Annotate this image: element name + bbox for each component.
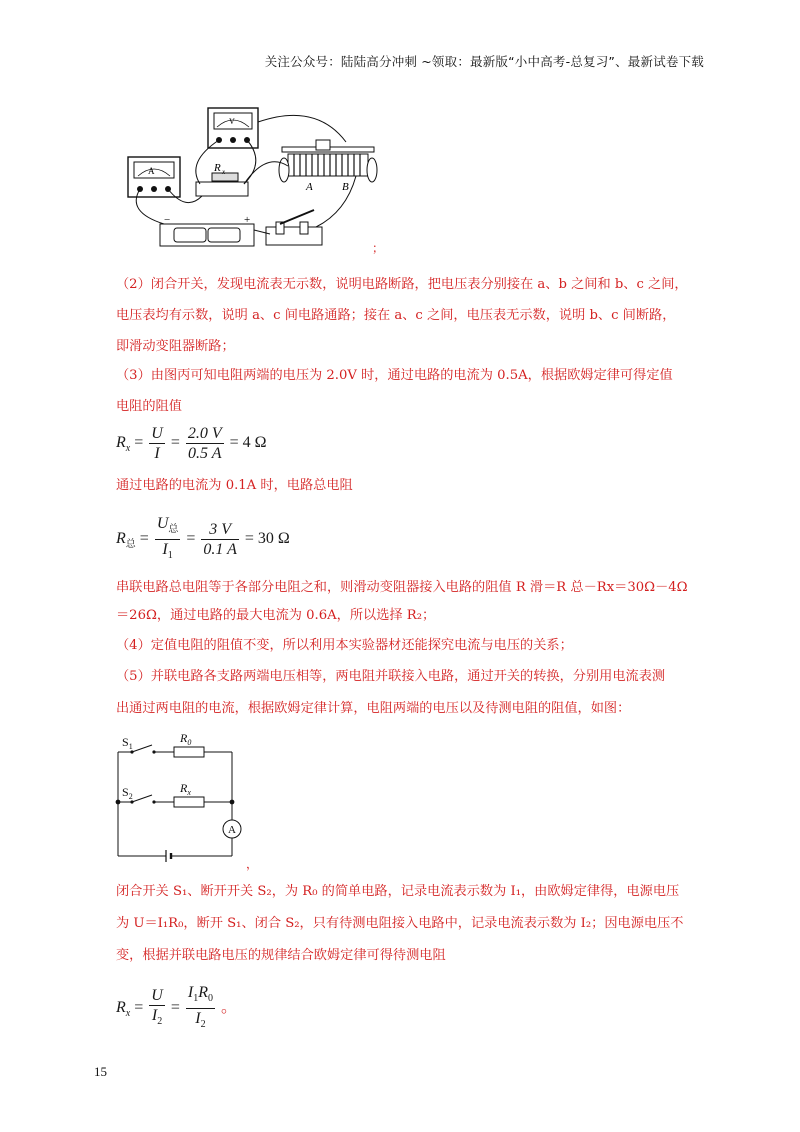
fraction-u-over-i: $\frac{U}{I}$	[151, 425, 163, 462]
ammeter-label: A	[148, 166, 155, 176]
fraction-i1r0-over-i2: $\frac{I_1R_0}{I_2}$	[187, 984, 213, 1030]
battery-plus: +	[244, 214, 251, 226]
rx-label: $R_x$	[180, 781, 191, 797]
battery-icon	[160, 214, 254, 246]
circuit-schematic-figure	[110, 728, 270, 876]
resistor-rx	[174, 797, 204, 807]
resistor-sub: x	[222, 168, 226, 176]
rheostat-icon	[279, 140, 377, 193]
switch-s1	[132, 745, 152, 752]
switch-icon	[266, 210, 322, 245]
fraction-u-over-i2: $\frac{U}{I_2}$	[151, 987, 163, 1027]
answer-part5-line3: 闭合开关 S₁、断开开关 S₂，为 R₀ 的简单电路，记录电流表示数为 I₁，由欧姆定律得，电源电压	[116, 884, 680, 899]
answer-part3-line3: 通过电路的电流为 0.1A 时，电路总电阻	[116, 478, 353, 493]
answer-part2-line3: 即滑动变阻器断路；	[116, 339, 235, 354]
r0-label: $R_0$	[180, 731, 192, 747]
answer-part5-line5: 变，根据并联电路电压的规律结合欧姆定律可得待测电阻	[116, 948, 446, 963]
equation-rx: $R_x$ = $\frac{U}{I}$ = $\frac{2.0 V}{0.5 A}$ = 4 Ω	[116, 425, 267, 462]
answer-part3-line2: 电阻的阻值	[116, 399, 182, 414]
s2-label: $S_2$	[122, 785, 133, 801]
ammeter-icon	[128, 157, 180, 197]
voltmeter-label: V	[229, 117, 235, 126]
figure1-trailing: ；	[372, 241, 385, 255]
circuit-apparatus-figure	[116, 102, 396, 257]
rheostat-a-label: A	[306, 181, 313, 193]
figure2-trailing: ，	[246, 857, 259, 871]
s1-label: $S_1$	[122, 735, 133, 751]
resistor-icon	[196, 162, 248, 196]
fraction-values: $\frac{2.0 V}{0.5 A}$	[187, 425, 222, 462]
answer-part2-line1: （2）闭合开关，发现电流表无示数，说明电路断路，把电压表分别接在 a、b 之间和 b、c 之间，	[116, 277, 688, 292]
answer-part3-line4: 串联电路总电阻等于各部分电阻之和，则滑动变阻器接入电路的阻值 R 滑＝R 总－Rx＝30Ω－4Ω	[116, 580, 688, 595]
answer-part5-line2: 出通过两电阻的电流，根据欧姆定律计算，电阻两端的电压以及待测电阻的阻值，如图：	[116, 701, 631, 716]
fraction-total-values: $\frac{3 V}{0.1 A}$	[203, 521, 237, 558]
ammeter-label: A	[228, 824, 236, 836]
page-number: 15	[94, 1064, 107, 1079]
answer-part5-line4: 为 U＝I₁R₀，断开 S₁、闭合 S₂，只有待测电阻接入电路中，记录电流表示数为 I₂；因电源电压不	[116, 916, 684, 931]
resistor-r0	[174, 747, 204, 757]
switch-s2	[132, 795, 152, 802]
equation-rx-final: $R_x$ = $\frac{U}{I_2}$ = $\frac{I_1R_0}{I_2}$ 。	[116, 983, 237, 1034]
answer-part3-line1: （3）由图丙可知电阻两端的电压为 2.0V 时，通过电路的电流为 0.5A，根据欧姆定律可得定值	[116, 368, 673, 383]
page-header: 关注公众号：陆陆高分冲刺 ~领取：最新版“小中高考-总复习”、最新试卷下载	[264, 54, 704, 69]
answer-part5-line1: （5）并联电路各支路两端电压相等，两电阻并联接入电路，通过开关的转换，分别用电流表测	[116, 669, 666, 684]
resistor-label: R	[214, 162, 221, 174]
answer-part4: （4）定值电阻的阻值不变，所以利用本实验器材还能探究电流与电压的关系；	[116, 638, 573, 653]
fraction-u-total-over-i1: $\frac{U_总}{I_1}$	[156, 515, 179, 561]
battery-minus: −	[164, 214, 171, 226]
equation-r-total: $R_总$ = $\frac{U_总}{I_1}$ = $\frac{3 V}{0.1 A}$ = 30 Ω	[116, 514, 290, 565]
rheostat-b-label: B	[342, 181, 349, 193]
answer-part3-line5: ＝26Ω，通过电路的最大电流为 0.6A，所以选择 R₂；	[116, 608, 436, 623]
answer-part2-line2: 电压表均有示数，说明 a、c 间电路通路；接在 a、c 之间，电压表无示数，说明 b、c 间断路，	[116, 308, 676, 323]
